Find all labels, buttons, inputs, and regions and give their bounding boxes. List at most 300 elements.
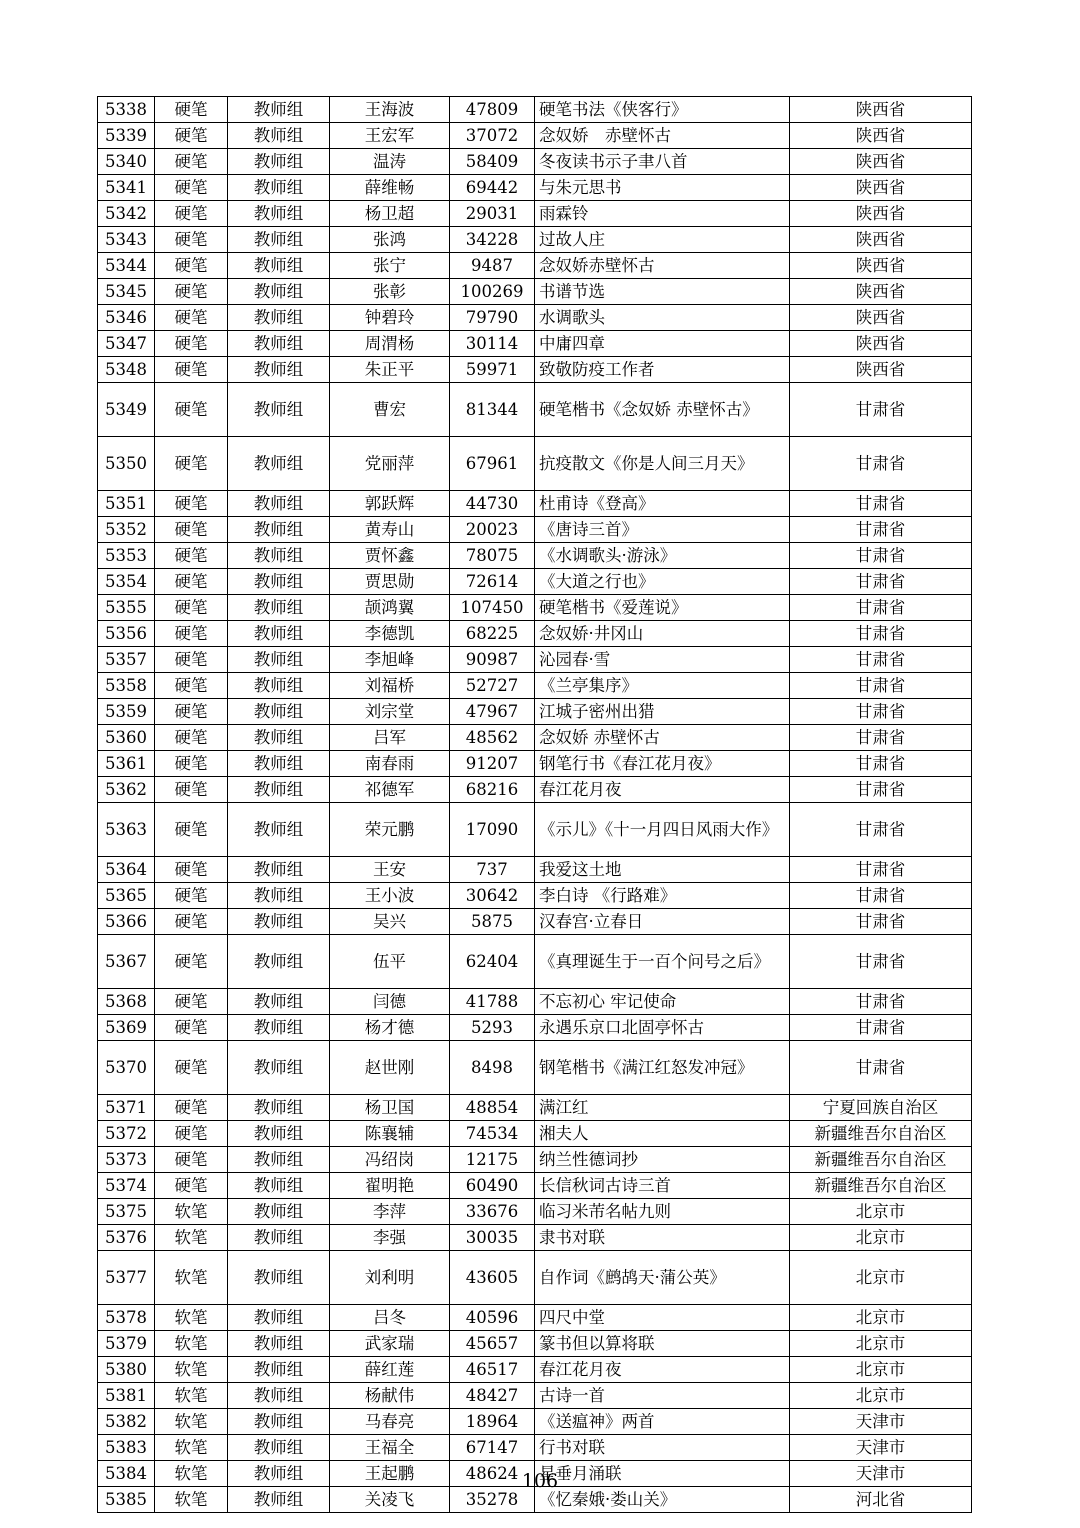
table-row — [98, 569, 972, 595]
table-row — [98, 647, 972, 673]
entry-number: 48427 — [450, 1383, 535, 1409]
entry-province: 甘肃省 — [790, 777, 972, 803]
table-row — [98, 491, 972, 517]
entry-id: 5351 — [98, 491, 155, 517]
table-row — [98, 725, 972, 751]
entry-category: 硬笔 — [155, 383, 228, 437]
table-row — [98, 1383, 972, 1409]
entry-name: 温涛 — [330, 149, 450, 175]
table-row — [98, 97, 972, 123]
entry-id: 5366 — [98, 909, 155, 935]
entry-number: 48562 — [450, 725, 535, 751]
entry-id: 5360 — [98, 725, 155, 751]
entry-work-title: 春江花月夜 — [535, 777, 790, 803]
entry-province: 宁夏回族自治区 — [790, 1095, 972, 1121]
entry-province: 天津市 — [790, 1435, 972, 1461]
entry-number: 74534 — [450, 1121, 535, 1147]
entry-province: 甘肃省 — [790, 909, 972, 935]
entry-id: 5382 — [98, 1409, 155, 1435]
entry-work-title: 钢笔楷书《满江红怒发冲冠》 — [535, 1041, 790, 1095]
entry-group: 教师组 — [228, 437, 330, 491]
page-number: 106 — [521, 1470, 559, 1492]
entry-province: 甘肃省 — [790, 989, 972, 1015]
table-row — [98, 437, 972, 491]
table-row — [98, 1331, 972, 1357]
table-row — [98, 1251, 972, 1305]
entry-category: 软笔 — [155, 1487, 228, 1513]
table-row — [98, 1147, 972, 1173]
table-row — [98, 517, 972, 543]
entry-name: 杨卫超 — [330, 201, 450, 227]
entry-category: 硬笔 — [155, 1173, 228, 1199]
entry-id: 5365 — [98, 883, 155, 909]
entry-number: 30035 — [450, 1225, 535, 1251]
entry-category: 软笔 — [155, 1331, 228, 1357]
entry-province: 北京市 — [790, 1199, 972, 1225]
entry-group: 教师组 — [228, 201, 330, 227]
entry-category: 硬笔 — [155, 935, 228, 989]
entry-work-title: 沁园春·雪 — [535, 647, 790, 673]
entry-name: 陈襄辅 — [330, 1121, 450, 1147]
entry-work-title: 临习米芾名帖九则 — [535, 1199, 790, 1225]
entry-category: 硬笔 — [155, 437, 228, 491]
entry-province: 陕西省 — [790, 253, 972, 279]
table-row — [98, 699, 972, 725]
entry-category: 硬笔 — [155, 751, 228, 777]
entry-group: 教师组 — [228, 909, 330, 935]
entry-work-title: 与朱元思书 — [535, 175, 790, 201]
table-row — [98, 803, 972, 857]
entry-number: 40596 — [450, 1305, 535, 1331]
entry-name: 南春雨 — [330, 751, 450, 777]
entry-id: 5342 — [98, 201, 155, 227]
entry-name: 王起鹏 — [330, 1461, 450, 1487]
entry-name: 闫德 — [330, 989, 450, 1015]
entry-id: 5344 — [98, 253, 155, 279]
entry-province: 陕西省 — [790, 331, 972, 357]
entry-id: 5371 — [98, 1095, 155, 1121]
entry-id: 5353 — [98, 543, 155, 569]
entry-id: 5379 — [98, 1331, 155, 1357]
entry-work-title: 古诗一首 — [535, 1383, 790, 1409]
entry-category: 软笔 — [155, 1383, 228, 1409]
entry-work-title: 《真理诞生于一百个问号之后》 — [535, 935, 790, 989]
table-row — [98, 777, 972, 803]
table-row — [98, 1435, 972, 1461]
entry-work-title: 不忘初心 牢记使命 — [535, 989, 790, 1015]
entry-id: 5383 — [98, 1435, 155, 1461]
entry-category: 硬笔 — [155, 123, 228, 149]
entry-province: 甘肃省 — [790, 725, 972, 751]
entry-group: 教师组 — [228, 751, 330, 777]
table-row — [98, 595, 972, 621]
entry-work-title: 永遇乐京口北固亭怀古 — [535, 1015, 790, 1041]
entry-number: 29031 — [450, 201, 535, 227]
entry-name: 王福全 — [330, 1435, 450, 1461]
entry-number: 737 — [450, 857, 535, 883]
entry-province: 甘肃省 — [790, 883, 972, 909]
table-row — [98, 621, 972, 647]
entry-name: 李德凯 — [330, 621, 450, 647]
entry-group: 教师组 — [228, 1357, 330, 1383]
table-row — [98, 383, 972, 437]
entry-work-title: 过故人庄 — [535, 227, 790, 253]
table-row — [98, 1357, 972, 1383]
entry-work-title: 湘夫人 — [535, 1121, 790, 1147]
table-row — [98, 909, 972, 935]
entry-id: 5345 — [98, 279, 155, 305]
entry-province: 甘肃省 — [790, 595, 972, 621]
entry-category: 硬笔 — [155, 647, 228, 673]
entry-province: 天津市 — [790, 1409, 972, 1435]
entry-group: 教师组 — [228, 491, 330, 517]
entry-id: 5362 — [98, 777, 155, 803]
entry-number: 48854 — [450, 1095, 535, 1121]
roster-table-body — [98, 97, 972, 1513]
entry-name: 王宏军 — [330, 123, 450, 149]
entry-number: 79790 — [450, 305, 535, 331]
entry-group: 教师组 — [228, 1121, 330, 1147]
entry-name: 武家瑞 — [330, 1331, 450, 1357]
entry-id: 5339 — [98, 123, 155, 149]
entry-number: 35278 — [450, 1487, 535, 1513]
table-row — [98, 883, 972, 909]
entry-number: 17090 — [450, 803, 535, 857]
entry-id: 5385 — [98, 1487, 155, 1513]
entry-group: 教师组 — [228, 699, 330, 725]
entry-group: 教师组 — [228, 857, 330, 883]
entry-category: 软笔 — [155, 1461, 228, 1487]
entry-province: 陕西省 — [790, 357, 972, 383]
entry-category: 硬笔 — [155, 253, 228, 279]
entry-number: 44730 — [450, 491, 535, 517]
entry-group: 教师组 — [228, 777, 330, 803]
table-row — [98, 1121, 972, 1147]
entry-province: 北京市 — [790, 1305, 972, 1331]
entry-province: 新疆维吾尔自治区 — [790, 1173, 972, 1199]
entry-name: 冯绍岗 — [330, 1147, 450, 1173]
entry-id: 5381 — [98, 1383, 155, 1409]
entry-name: 张鸿 — [330, 227, 450, 253]
entry-id: 5340 — [98, 149, 155, 175]
entry-name: 刘利明 — [330, 1251, 450, 1305]
table-row — [98, 673, 972, 699]
table-row — [98, 279, 972, 305]
entry-category: 软笔 — [155, 1251, 228, 1305]
entry-name: 李萍 — [330, 1199, 450, 1225]
entry-id: 5354 — [98, 569, 155, 595]
entry-group: 教师组 — [228, 569, 330, 595]
entry-group: 教师组 — [228, 1305, 330, 1331]
entry-work-title: 《示儿》《十一月四日风雨大作》 — [535, 803, 790, 857]
entry-category: 硬笔 — [155, 227, 228, 253]
entry-id: 5375 — [98, 1199, 155, 1225]
entry-work-title: 《送瘟神》两首 — [535, 1409, 790, 1435]
entry-work-title: 念奴娇 赤壁怀古 — [535, 123, 790, 149]
entry-number: 69442 — [450, 175, 535, 201]
entry-category: 硬笔 — [155, 305, 228, 331]
entry-category: 软笔 — [155, 1199, 228, 1225]
entry-name: 荣元鹏 — [330, 803, 450, 857]
entry-province: 甘肃省 — [790, 621, 972, 647]
entry-work-title: 书谱节选 — [535, 279, 790, 305]
entry-category: 软笔 — [155, 1435, 228, 1461]
entry-number: 45657 — [450, 1331, 535, 1357]
entry-category: 硬笔 — [155, 175, 228, 201]
entry-group: 教师组 — [228, 725, 330, 751]
table-row — [98, 305, 972, 331]
entry-number: 68216 — [450, 777, 535, 803]
table-row — [98, 1041, 972, 1095]
entry-work-title: 星垂月涌联 — [535, 1461, 790, 1487]
entry-group: 教师组 — [228, 621, 330, 647]
entry-id: 5369 — [98, 1015, 155, 1041]
entry-province: 河北省 — [790, 1487, 972, 1513]
entry-number: 47967 — [450, 699, 535, 725]
entry-province: 甘肃省 — [790, 517, 972, 543]
entry-name: 黄寿山 — [330, 517, 450, 543]
entry-number: 59971 — [450, 357, 535, 383]
entry-group: 教师组 — [228, 1095, 330, 1121]
entry-name: 曹宏 — [330, 383, 450, 437]
entry-category: 硬笔 — [155, 279, 228, 305]
table-row — [98, 357, 972, 383]
entry-group: 教师组 — [228, 1409, 330, 1435]
table-row — [98, 253, 972, 279]
entry-number: 47809 — [450, 97, 535, 123]
entry-group: 教师组 — [228, 595, 330, 621]
entry-province: 甘肃省 — [790, 437, 972, 491]
entry-province: 陕西省 — [790, 279, 972, 305]
table-row — [98, 857, 972, 883]
entry-group: 教师组 — [228, 279, 330, 305]
entry-category: 硬笔 — [155, 883, 228, 909]
entry-work-title: 念奴娇 赤壁怀古 — [535, 725, 790, 751]
entry-number: 48624 — [450, 1461, 535, 1487]
entry-group: 教师组 — [228, 517, 330, 543]
entry-number: 62404 — [450, 935, 535, 989]
entry-work-title: 行书对联 — [535, 1435, 790, 1461]
entry-id: 5350 — [98, 437, 155, 491]
entry-category: 硬笔 — [155, 989, 228, 1015]
entry-name: 王小波 — [330, 883, 450, 909]
entry-category: 硬笔 — [155, 699, 228, 725]
entry-name: 赵世刚 — [330, 1041, 450, 1095]
entry-category: 软笔 — [155, 1305, 228, 1331]
entry-work-title: 李白诗 《行路难》 — [535, 883, 790, 909]
entry-group: 教师组 — [228, 803, 330, 857]
entry-number: 5293 — [450, 1015, 535, 1041]
entry-number: 67961 — [450, 437, 535, 491]
table-row — [98, 543, 972, 569]
entry-group: 教师组 — [228, 97, 330, 123]
entry-number: 78075 — [450, 543, 535, 569]
entry-group: 教师组 — [228, 989, 330, 1015]
entry-work-title: 《水调歌头·游泳》 — [535, 543, 790, 569]
entry-category: 软笔 — [155, 1357, 228, 1383]
entry-number: 41788 — [450, 989, 535, 1015]
entry-work-title: 自作词《鹧鸪天·蒲公英》 — [535, 1251, 790, 1305]
entry-id: 5370 — [98, 1041, 155, 1095]
entry-number: 30114 — [450, 331, 535, 357]
entry-category: 硬笔 — [155, 857, 228, 883]
entry-name: 吕冬 — [330, 1305, 450, 1331]
entry-province: 陕西省 — [790, 175, 972, 201]
entry-id: 5359 — [98, 699, 155, 725]
entry-name: 吕军 — [330, 725, 450, 751]
entry-name: 李强 — [330, 1225, 450, 1251]
entry-id: 5357 — [98, 647, 155, 673]
entry-province: 陕西省 — [790, 227, 972, 253]
entry-group: 教师组 — [228, 123, 330, 149]
entry-group: 教师组 — [228, 935, 330, 989]
entry-group: 教师组 — [228, 1331, 330, 1357]
entry-province: 甘肃省 — [790, 751, 972, 777]
entry-work-title: 硬笔楷书《爱莲说》 — [535, 595, 790, 621]
entry-name: 刘宗堂 — [330, 699, 450, 725]
entry-id: 5377 — [98, 1251, 155, 1305]
entry-work-title: 《大道之行也》 — [535, 569, 790, 595]
entry-province: 陕西省 — [790, 97, 972, 123]
entry-category: 硬笔 — [155, 491, 228, 517]
entry-number: 72614 — [450, 569, 535, 595]
entry-id: 5364 — [98, 857, 155, 883]
entry-group: 教师组 — [228, 1173, 330, 1199]
entry-category: 硬笔 — [155, 357, 228, 383]
entry-group: 教师组 — [228, 1147, 330, 1173]
entry-category: 硬笔 — [155, 909, 228, 935]
entry-group: 教师组 — [228, 331, 330, 357]
entry-name: 关凌飞 — [330, 1487, 450, 1513]
entry-category: 硬笔 — [155, 673, 228, 699]
entry-category: 软笔 — [155, 1409, 228, 1435]
entry-category: 硬笔 — [155, 777, 228, 803]
entry-province: 陕西省 — [790, 149, 972, 175]
entry-work-title: 念奴娇赤壁怀古 — [535, 253, 790, 279]
entry-group: 教师组 — [228, 1461, 330, 1487]
entry-work-title: 杜甫诗《登高》 — [535, 491, 790, 517]
entry-name: 颉鸿翼 — [330, 595, 450, 621]
entry-category: 硬笔 — [155, 569, 228, 595]
entry-province: 北京市 — [790, 1331, 972, 1357]
entry-group: 教师组 — [228, 543, 330, 569]
entry-id: 5368 — [98, 989, 155, 1015]
entry-category: 硬笔 — [155, 1121, 228, 1147]
table-row — [98, 1173, 972, 1199]
entry-group: 教师组 — [228, 883, 330, 909]
entry-name: 党丽萍 — [330, 437, 450, 491]
entry-province: 甘肃省 — [790, 383, 972, 437]
entry-group: 教师组 — [228, 1225, 330, 1251]
entry-work-title: 《兰亭集序》 — [535, 673, 790, 699]
entry-work-title: 《忆秦娥·娄山关》 — [535, 1487, 790, 1513]
entry-group: 教师组 — [228, 305, 330, 331]
entry-category: 硬笔 — [155, 149, 228, 175]
table-row — [98, 1199, 972, 1225]
entry-work-title: 长信秋词古诗三首 — [535, 1173, 790, 1199]
entry-work-title: 中庸四章 — [535, 331, 790, 357]
entry-province: 甘肃省 — [790, 857, 972, 883]
entry-work-title: 我爱这土地 — [535, 857, 790, 883]
entry-province: 甘肃省 — [790, 673, 972, 699]
entry-name: 杨卫国 — [330, 1095, 450, 1121]
entry-group: 教师组 — [228, 1015, 330, 1041]
entry-number: 20023 — [450, 517, 535, 543]
entry-category: 软笔 — [155, 1225, 228, 1251]
entry-category: 硬笔 — [155, 201, 228, 227]
entry-work-title: 江城子密州出猎 — [535, 699, 790, 725]
entry-work-title: 四尺中堂 — [535, 1305, 790, 1331]
entry-work-title: 硬笔书法《侠客行》 — [535, 97, 790, 123]
entry-id: 5372 — [98, 1121, 155, 1147]
entry-number: 58409 — [450, 149, 535, 175]
entry-group: 教师组 — [228, 383, 330, 437]
entry-province: 甘肃省 — [790, 491, 972, 517]
table-row — [98, 1409, 972, 1435]
entry-number: 46517 — [450, 1357, 535, 1383]
table-row — [98, 989, 972, 1015]
entry-name: 马春亮 — [330, 1409, 450, 1435]
entry-group: 教师组 — [228, 149, 330, 175]
entry-number: 37072 — [450, 123, 535, 149]
entry-province: 甘肃省 — [790, 647, 972, 673]
entry-province: 陕西省 — [790, 305, 972, 331]
entry-number: 81344 — [450, 383, 535, 437]
entry-province: 新疆维吾尔自治区 — [790, 1147, 972, 1173]
entry-province: 天津市 — [790, 1461, 972, 1487]
entry-name: 杨献伟 — [330, 1383, 450, 1409]
entry-id: 5346 — [98, 305, 155, 331]
entry-province: 甘肃省 — [790, 1041, 972, 1095]
entry-group: 教师组 — [228, 175, 330, 201]
entry-category: 硬笔 — [155, 725, 228, 751]
entry-group: 教师组 — [228, 227, 330, 253]
entry-number: 18964 — [450, 1409, 535, 1435]
entry-id: 5348 — [98, 357, 155, 383]
entry-work-title: 《唐诗三首》 — [535, 517, 790, 543]
entry-name: 翟明艳 — [330, 1173, 450, 1199]
entry-category: 硬笔 — [155, 331, 228, 357]
entry-group: 教师组 — [228, 1251, 330, 1305]
entry-work-title: 冬夜读书示子聿八首 — [535, 149, 790, 175]
entry-group: 教师组 — [228, 1383, 330, 1409]
entry-name: 刘福桥 — [330, 673, 450, 699]
entry-work-title: 钢笔行书《春江花月夜》 — [535, 751, 790, 777]
entry-id: 5361 — [98, 751, 155, 777]
entry-category: 硬笔 — [155, 1147, 228, 1173]
entry-name: 王安 — [330, 857, 450, 883]
entry-number: 91207 — [450, 751, 535, 777]
entry-group: 教师组 — [228, 647, 330, 673]
entry-group: 教师组 — [228, 1487, 330, 1513]
entry-id: 5373 — [98, 1147, 155, 1173]
entry-province: 甘肃省 — [790, 1015, 972, 1041]
entry-id: 5376 — [98, 1225, 155, 1251]
entry-work-title: 致敬防疫工作者 — [535, 357, 790, 383]
entry-name: 王海波 — [330, 97, 450, 123]
entry-number: 90987 — [450, 647, 535, 673]
entry-name: 杨才德 — [330, 1015, 450, 1041]
entry-work-title: 雨霖铃 — [535, 201, 790, 227]
entry-province: 甘肃省 — [790, 935, 972, 989]
entry-province: 甘肃省 — [790, 803, 972, 857]
entry-number: 33676 — [450, 1199, 535, 1225]
table-row — [98, 331, 972, 357]
table-row — [98, 175, 972, 201]
entry-work-title: 抗疫散文《你是人间三月天》 — [535, 437, 790, 491]
table-row — [98, 1095, 972, 1121]
entry-number: 43605 — [450, 1251, 535, 1305]
